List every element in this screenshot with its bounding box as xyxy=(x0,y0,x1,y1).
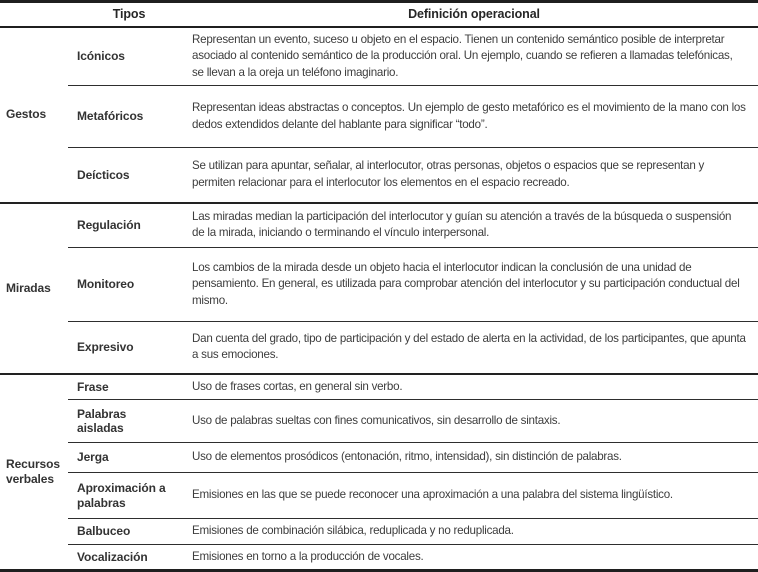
header-tipos: Tipos xyxy=(112,7,146,22)
cell-definicion: Dan cuenta del grado, tipo de participación y del estado de alerta en la actividad, de los participantes, que apunta a sus emociones. xyxy=(192,331,746,362)
cell-definicion: Uso de elementos prosódicos (entonación, ritmo, intensidad), sin distinción de palabras. xyxy=(190,443,758,473)
cell-tipo: Deícticos xyxy=(77,167,130,182)
cell-definicion: Uso de frases cortas, en general sin verbo. xyxy=(190,374,758,400)
cell-definicion: Representan ideas abstractas o conceptos. Un ejemplo de gesto metafórico es el movimiento de la mano con los dedos extendidos delante del hablante para significar “todo”. xyxy=(190,86,758,148)
group-label-miradas: Miradas xyxy=(6,280,51,295)
cell-tipo: Palabras aisladas xyxy=(68,400,190,443)
table-row xyxy=(0,544,758,571)
cell-tipo: Vocalización xyxy=(77,549,148,564)
cell-tipo: Expresivo xyxy=(77,340,134,354)
cell-tipo: Icónicos xyxy=(68,27,190,86)
cell-definicion: Uso de palabras sueltas con fines comunicativos, sin desarrollo de sintaxis. xyxy=(190,400,758,443)
group-gestos xyxy=(0,27,758,203)
table-row xyxy=(0,203,758,248)
cell-tipo: Regulación xyxy=(68,203,190,248)
table-row xyxy=(0,473,758,519)
table-header xyxy=(0,2,758,27)
table-row xyxy=(0,519,758,545)
cell-definicion: Se utilizan para apuntar, señalar, al interlocutor, otras personas, objetos o espacios que se representan y permiten relacionar para el interlocutor los elementos en el espacio recreado. xyxy=(192,159,705,189)
cell-definicion: Los cambios de la mirada desde un objeto hacia el interlocutor indican la conclusión de una unidad de pensamiento. En general, es utilizada para comprobar atención del interlocutor y su participación conductual del mismo. xyxy=(190,248,758,322)
group-label-gestos: Gestos xyxy=(6,107,47,122)
group-label-recursos-verbales: Recursos verbales xyxy=(6,457,60,486)
cell-tipo: Frase xyxy=(68,374,190,400)
table-row xyxy=(0,400,758,443)
table-row xyxy=(0,322,758,374)
cell-definicion: Emisiones en las que se puede reconocer una aproximación a una palabra del sistema lingüístico. xyxy=(190,473,758,519)
header-definicion: Definición operacional xyxy=(408,7,540,22)
table-row xyxy=(0,443,758,473)
header-group-empty xyxy=(0,2,68,27)
table-row xyxy=(0,374,758,400)
group-recursos-verbales xyxy=(0,374,758,571)
cell-definicion: Las miradas median la participación del interlocutor y guían su atención a través de la búsqueda o suspensión de la mirada, iniciando o terminando el vínculo interpersonal. xyxy=(190,203,758,248)
table-row xyxy=(0,248,758,322)
table-row xyxy=(0,148,758,203)
cell-definicion: Emisiones de combinación silábica, reduplicada y no reduplicada. xyxy=(190,519,758,545)
group-miradas xyxy=(0,203,758,374)
table-row xyxy=(0,27,758,86)
header-row xyxy=(0,2,758,27)
cell-tipo: Monitoreo xyxy=(68,248,190,322)
cell-tipo: Jerga xyxy=(68,443,190,473)
cell-definicion: Emisiones en torno a la producción de vocales. xyxy=(192,549,424,563)
cell-tipo: Balbuceo xyxy=(68,519,190,545)
cell-tipo: Aproximación a palabras xyxy=(68,473,190,519)
table-row xyxy=(0,86,758,148)
cell-tipo: Metafóricos xyxy=(68,86,190,148)
cell-definicion: Representan un evento, suceso u objeto en el espacio. Tienen un contenido semántico posible de interpretar asociado al contenido semántico de la producción oral. Un ejemplo, cuando se refieren a llamadas telefónicas, se llevan a la oreja un teléfono imaginario. xyxy=(190,27,758,86)
